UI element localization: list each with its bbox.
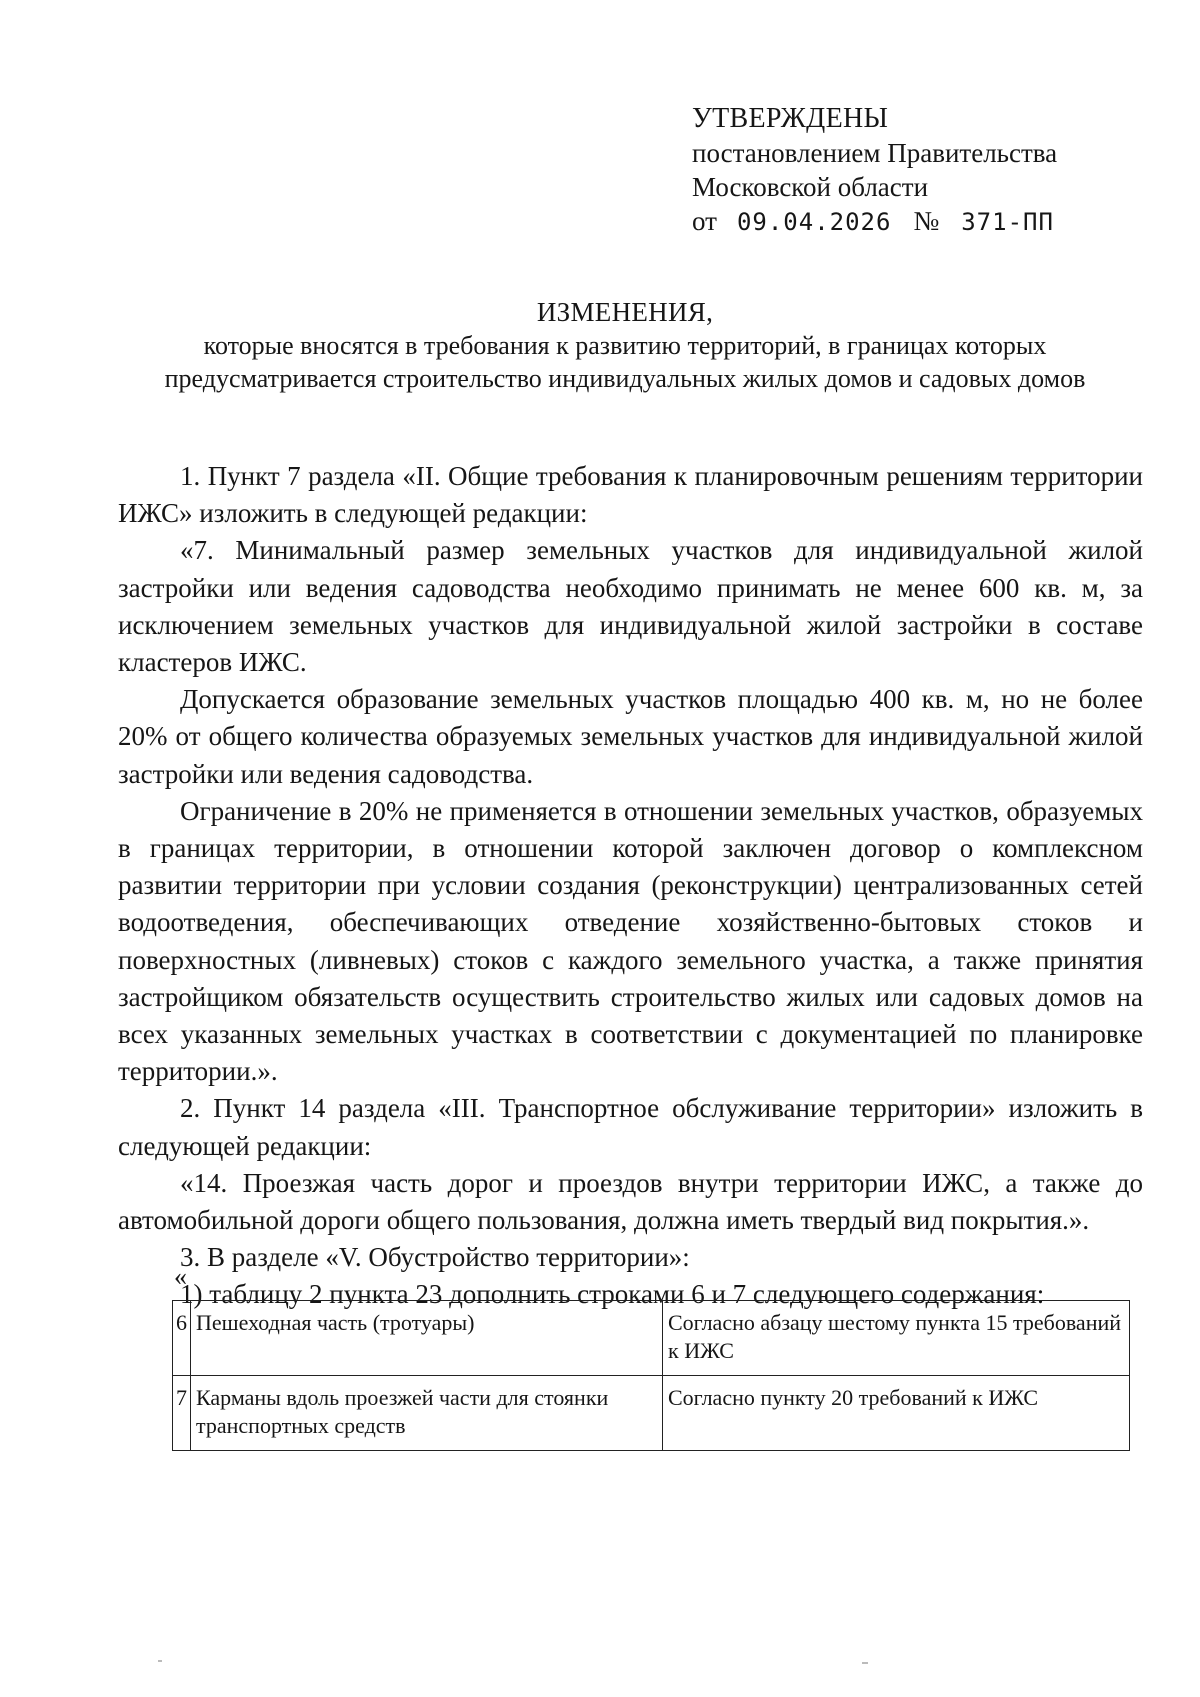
approval-number: 371-ПП — [961, 208, 1054, 236]
approval-date: 09.04.2026 — [736, 208, 892, 236]
row-value: Согласно пункту 20 требований к ИЖС — [663, 1376, 1130, 1451]
scan-speck — [862, 1662, 868, 1664]
row-name: Карманы вдоль проезжей части для стоянки транспортных средств — [191, 1376, 663, 1451]
heading-title: ИЗМЕНЕНИЯ, — [536, 297, 714, 327]
paragraph-item-3: 3. В разделе «V. Обустройство территории»: — [180, 1242, 690, 1273]
approval-title: УТВЕРЖДЕНЫ — [692, 103, 889, 134]
row-name: Пешеходная часть (тротуары) — [191, 1301, 663, 1376]
approval-line-2: Московской области — [692, 172, 929, 202]
paragraph-item-2: 2. Пункт 14 раздела «III. Транспортное обслуживание территории» изложить в следующей редакции: — [118, 1093, 1143, 1161]
approval-line-1: постановлением Правительства — [692, 138, 1058, 168]
paragraph-limitation: Ограничение в 20% не применяется в отношении земельных участков, образуемых в границах территории, в отношении которой заключен договор о комплексном развитии территории при условии создания (реконструкции) централизованных сетей водоотведения, обеспечивающих отведение хозяйственно-бытовых стоков и поверхностных (ливневых) стоков с каждого земельного участка, а также принятия застройщиком обязательств осуществить строительство жилых или садовых домов на всех указанных земельных участках в соответствии с документацией по планировке территории.». — [118, 795, 1143, 1087]
scan-speck — [158, 1660, 162, 1662]
amendment-table — [172, 1300, 1130, 1451]
row-value: Согласно абзацу шестому пункта 15 требований к ИЖС — [663, 1301, 1130, 1376]
paragraph-allowance: Допускается образование земельных участков площадью 400 кв. м, но не более 20% от общего количества образуемых земельных участков для индивидуальной жилой застройки или ведения садоводства. — [118, 684, 1143, 789]
approval-date-line — [692, 204, 1057, 239]
row-number: 6 — [173, 1301, 191, 1376]
paragraph-quote-14: «14. Проезжая часть дорог и проездов внутри территории ИЖС, а также до автомобильной дороги общего пользования, должна иметь твердый вид покрытия.». — [118, 1167, 1143, 1236]
table-quote-open: « — [174, 1262, 187, 1291]
paragraph-subitem-1: 1) таблицу 2 пункта 23 дополнить строками 6 и 7 следующего содержания: — [180, 1279, 1045, 1310]
heading-subtitle-line-1: которые вносятся в требования к развитию территорий, в границах которых — [203, 331, 1047, 360]
paragraph-item-1: 1. Пункт 7 раздела «II. Общие требования к планировочным решениям территории ИЖС» изложить в следующей редакции: — [118, 461, 1143, 529]
paragraph-quote-7: «7. Минимальный размер земельных участков для индивидуальной жилой застройки или ведения садоводства необходимо принимать не менее 600 кв. м, за исключением земельных участков для индивидуальной жилой застройки в составе кластеров ИЖС. — [118, 535, 1143, 678]
number-sign: № — [913, 206, 940, 236]
heading-subtitle-line-2: предусматривается строительство индивидуальных жилых домов и садовых домов — [164, 364, 1086, 393]
row-number: 7 — [173, 1376, 191, 1451]
table-row — [173, 1301, 1130, 1376]
approval-stamp — [692, 102, 1057, 239]
document-body — [118, 458, 1143, 1314]
table-row — [173, 1376, 1130, 1451]
document-heading — [110, 295, 1140, 395]
date-prefix: от — [692, 206, 717, 236]
